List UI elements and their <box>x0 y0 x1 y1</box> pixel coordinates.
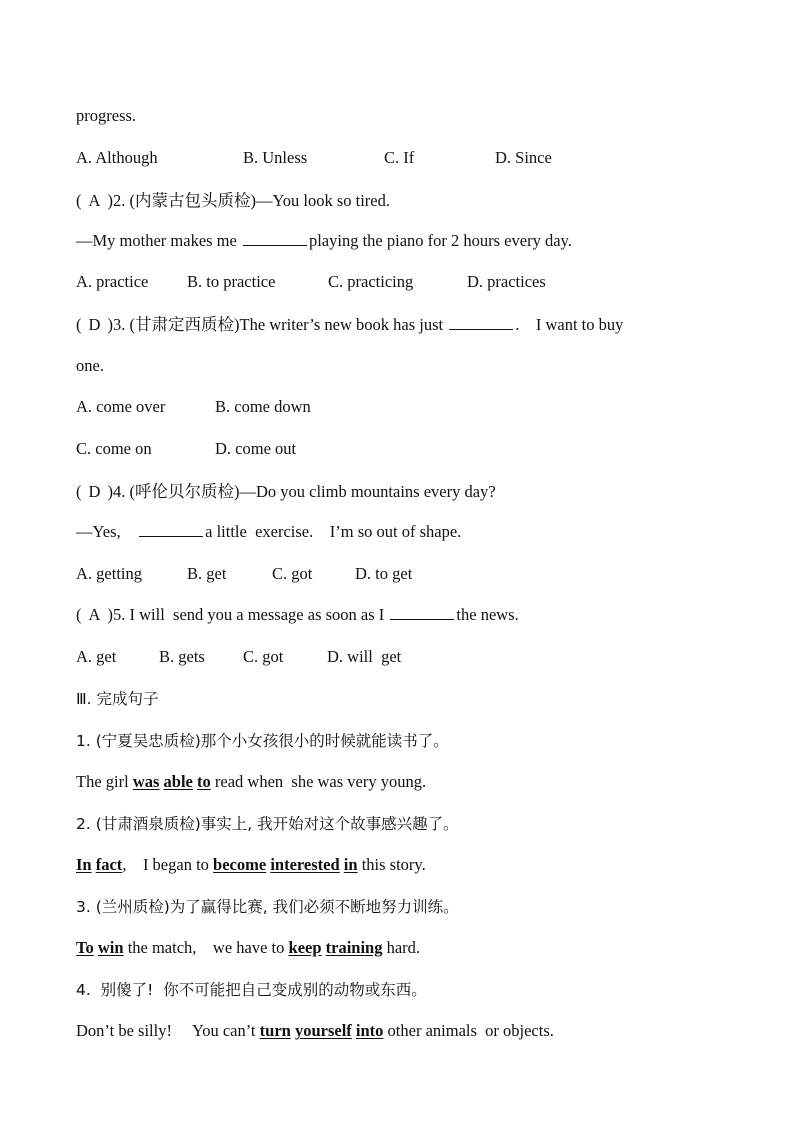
sentence-1-english <box>76 772 426 792</box>
answer-word: win <box>97 938 124 957</box>
sentence-1-chinese: 1. (宁夏吴忠质检)那个小女孩很小的时候就能读书了。 <box>76 732 449 750</box>
question-text: )3. (甘肃定西质检)The writer’s new book has just <box>107 315 448 334</box>
question-text: )4. (呼伦贝尔质检)—Do you climb mountains every day? <box>107 482 496 501</box>
option-c: C. got <box>272 564 313 583</box>
answer-word: in <box>343 855 358 874</box>
option-a: A. getting <box>76 564 142 583</box>
sentence-4-chinese: 4. 别傻了! 你不可能把自己变成别的动物或东西。 <box>76 981 427 999</box>
answer-word: fact <box>95 855 123 874</box>
section-heading: Ⅲ. 完成句子 <box>76 690 159 708</box>
option-c: C. practicing <box>328 272 414 291</box>
sentence-3-english <box>76 938 420 958</box>
question-4-line2 <box>76 522 461 542</box>
question-text: )5. I will send you a message as soon as I <box>107 605 389 624</box>
question-2-line2 <box>76 231 572 251</box>
text: —Yes, <box>76 522 138 541</box>
answer-word: training <box>325 938 383 957</box>
option-c: C. come on <box>76 439 152 458</box>
option-d: D. come out <box>215 439 297 458</box>
sentence-2-english <box>76 855 426 875</box>
option-a: A. get <box>76 647 117 666</box>
question-5-stem: ( A )5. I will send you a message as soon as I the news. <box>76 605 519 624</box>
text: The girl <box>76 772 133 791</box>
answer-word: become <box>213 855 267 874</box>
answer-word: turn <box>259 1021 291 1040</box>
sentence-4-english <box>76 1021 554 1041</box>
text: the match, we have to <box>123 938 289 957</box>
answer-word: interested <box>270 855 340 874</box>
text: , I began to <box>122 855 214 874</box>
blank <box>243 231 307 246</box>
answer-word: was <box>132 772 160 791</box>
blank <box>390 605 454 620</box>
text: playing the piano for 2 hours every day. <box>308 231 572 250</box>
question-3-cont: one. <box>76 356 104 375</box>
option-b: B. get <box>187 564 227 583</box>
question-text: )2. (内蒙古包头质检)—You look so tired. <box>107 191 390 210</box>
question-4-stem: ( D )4. (呼伦贝尔质检)—Do you climb mountains every day? <box>76 482 496 501</box>
text: other animals or objects. <box>383 1021 554 1040</box>
question-3-stem: ( D )3. (甘肃定西质检)The writer’s new book has just . I want to buy <box>76 315 624 334</box>
answer-word: to <box>197 772 211 791</box>
answer-word: keep <box>288 938 322 957</box>
option-d: D. to get <box>355 564 413 583</box>
answer-letter: A <box>88 191 101 210</box>
text: hard. <box>382 938 421 957</box>
question-2-stem: ( A )2. (内蒙古包头质检)—You look so tired. <box>76 191 390 210</box>
question-tail: progress. <box>76 106 137 125</box>
blank <box>139 522 203 537</box>
answer-letter: D <box>88 482 101 501</box>
answer-word: In <box>76 855 92 874</box>
text: the news. <box>456 605 519 624</box>
answer-word: yourself <box>294 1021 352 1040</box>
text: read when she was very young. <box>210 772 427 791</box>
option-d: D. practices <box>467 272 546 291</box>
text: this story. <box>357 855 426 874</box>
answer-word: able <box>163 772 193 791</box>
option-a: A. Although <box>76 148 158 167</box>
sentence-2-chinese: 2. (甘肃酒泉质检)事实上, 我开始对这个故事感兴趣了。 <box>76 815 459 833</box>
sentence-3-chinese: 3. (兰州质检)为了赢得比赛, 我们必须不断地努力训练。 <box>76 898 459 916</box>
blank <box>449 315 513 330</box>
answer-word: into <box>355 1021 384 1040</box>
text: Don’t be silly! You can’t <box>76 1021 260 1040</box>
option-d: D. Since <box>495 148 552 167</box>
answer-word: To <box>76 938 94 957</box>
option-b: B. Unless <box>243 148 308 167</box>
option-a: A. come over <box>76 397 166 416</box>
text: a little exercise. I’m so out of shape. <box>205 522 462 541</box>
answer-letter: D <box>88 315 101 334</box>
option-d: D. will get <box>327 647 402 666</box>
text: —My mother makes me <box>76 231 241 250</box>
option-a: A. practice <box>76 272 149 291</box>
option-c: C. If <box>384 148 415 167</box>
option-b: B. come down <box>215 397 311 416</box>
text: . I want to buy <box>515 315 624 334</box>
option-b: B. gets <box>159 647 205 666</box>
option-b: B. to practice <box>187 272 276 291</box>
option-c: C. got <box>243 647 284 666</box>
answer-letter: A <box>88 605 101 624</box>
